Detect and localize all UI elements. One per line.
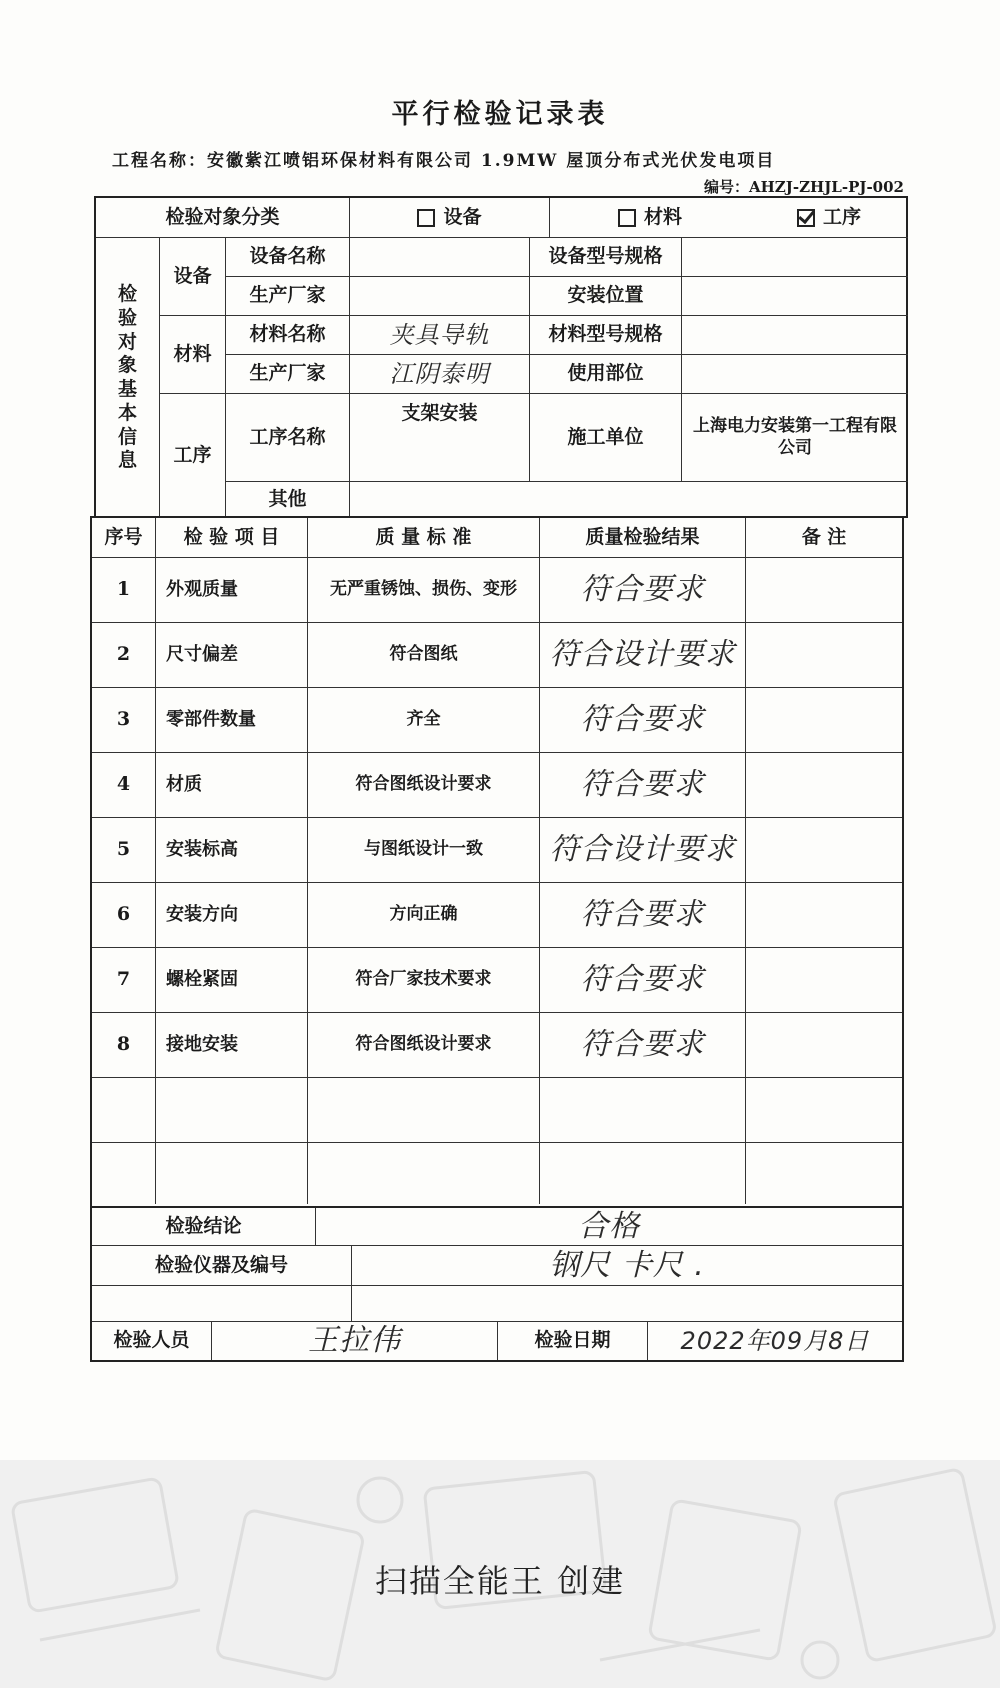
item-no-cell: [92, 753, 156, 818]
item-no-text: 2: [116, 643, 131, 666]
equipment-name-label: 设备名称: [226, 238, 350, 277]
item-standard-cell: [308, 688, 540, 753]
items-header-item: 检 验 项 目: [156, 518, 308, 558]
item-item-cell: [156, 558, 308, 623]
item-item-text: 尺寸偏差: [166, 643, 238, 665]
equipment-model-label: 设备型号规格: [530, 238, 682, 277]
item-no-text: 4: [116, 773, 131, 796]
equipment-maker-label: 生产厂家: [226, 277, 350, 316]
item-standard-cell: [308, 818, 540, 883]
item-no-cell: [92, 818, 156, 883]
item-standard-text: 符合图纸: [389, 644, 458, 665]
items-header-note: 备 注: [746, 518, 902, 558]
conclusion-label: 检验结论: [92, 1208, 316, 1246]
item-standard-text: 符合图纸设计要求: [355, 774, 492, 795]
equipment-name-value: [350, 238, 530, 277]
item-standard-cell: [308, 948, 540, 1013]
item-result-cell: [540, 948, 746, 1013]
item-note-cell: [746, 688, 902, 753]
item-result-text: 符合要求: [580, 897, 705, 933]
item-standard-cell: [308, 883, 540, 948]
item-item-cell: [156, 883, 308, 948]
item-standard-cell: [308, 1013, 540, 1078]
material-model-value: [682, 316, 908, 355]
item-item-text: 材质: [166, 773, 202, 795]
item-result-text: 符合要求: [580, 962, 705, 998]
material-group-label: 材料: [160, 316, 226, 394]
watermark-text: 扫描全能王 创建: [374, 1562, 626, 1600]
form-title: 平行检验记录表: [391, 99, 609, 130]
blank-row-value: [352, 1286, 902, 1322]
item-no-text: 1: [116, 578, 131, 601]
item-standard-cell: [308, 558, 540, 623]
document-number: 编号：AHZJ-ZHJL-PJ-002: [704, 178, 904, 196]
item-item-text: 零部件数量: [166, 708, 256, 730]
conclusion-value: 合格: [316, 1208, 902, 1246]
item-item-cell: [156, 623, 308, 688]
item-result-text: 符合要求: [580, 702, 705, 738]
date-label: 检验日期: [498, 1322, 648, 1360]
item-result-cell: [540, 1143, 746, 1204]
item-item-text: 接地安装: [166, 1033, 238, 1055]
item-item-cell: [156, 1143, 308, 1204]
equipment-maker-value: [350, 277, 530, 316]
item-standard-cell: [308, 753, 540, 818]
process-name-label: 工序名称: [226, 394, 350, 482]
item-standard-cell: [308, 623, 540, 688]
item-note-cell: [746, 753, 902, 818]
item-note-cell: [746, 558, 902, 623]
basic-info-table: [94, 196, 908, 518]
equipment-group-label: 设备: [160, 238, 226, 316]
item-standard-text: 符合图纸设计要求: [355, 1034, 492, 1055]
item-result-text: 符合要求: [580, 767, 705, 803]
material-maker-value: 江阴泰明: [350, 355, 530, 394]
item-item-cell: [156, 1013, 308, 1078]
item-item-text: 安装方向: [166, 903, 238, 925]
item-result-cell: [540, 558, 746, 623]
item-standard-text: 齐全: [406, 709, 441, 730]
item-item-text: 安装标高: [166, 838, 238, 860]
item-note-cell: [746, 1013, 902, 1078]
material-model-label: 材料型号规格: [530, 316, 682, 355]
material-use-value: [682, 355, 908, 394]
item-no-text: 7: [116, 968, 131, 991]
material-name-label: 材料名称: [226, 316, 350, 355]
checkbox-material-icon: [618, 209, 636, 227]
basic-info-section-label: 检验对象基本信息: [96, 238, 160, 518]
item-note-cell: [746, 948, 902, 1013]
item-no-text: 5: [116, 838, 131, 861]
item-result-text: 符合要求: [580, 572, 705, 608]
instruments-label: 检验仪器及编号: [92, 1246, 352, 1286]
item-standard-cell: [308, 1078, 540, 1143]
item-result-text: 符合设计要求: [549, 832, 736, 868]
item-no-text: 6: [116, 903, 131, 926]
material-name-value: 夹具导轨: [350, 316, 530, 355]
items-header-result: 质量检验结果: [540, 518, 746, 558]
item-no-text: 3: [116, 708, 131, 731]
item-no-cell: [92, 948, 156, 1013]
item-result-cell: [540, 818, 746, 883]
item-standard-text: 无严重锈蚀、损伤、变形: [330, 579, 517, 600]
items-header-no: 序号: [92, 518, 156, 558]
checkbox-equipment-icon: [417, 209, 435, 227]
instruments-value: 钢尺 卡尺 .: [352, 1246, 902, 1286]
inspection-items-table: [90, 516, 904, 1208]
item-note-cell: [746, 1143, 902, 1204]
conclusion-table: [90, 1206, 904, 1362]
item-item-text: 外观质量: [166, 578, 238, 600]
item-no-cell: [92, 883, 156, 948]
item-no-cell: [92, 688, 156, 753]
item-result-cell: [540, 753, 746, 818]
item-no-cell: [92, 623, 156, 688]
item-item-cell: [156, 1078, 308, 1143]
item-item-cell: [156, 753, 308, 818]
item-result-cell: [540, 883, 746, 948]
other-value: [350, 482, 908, 518]
equipment-model-value: [682, 238, 908, 277]
item-note-cell: [746, 818, 902, 883]
item-note-cell: [746, 623, 902, 688]
item-no-cell: [92, 1013, 156, 1078]
item-item-text: 螺栓紧固: [166, 968, 238, 990]
item-result-text: 符合设计要求: [549, 637, 736, 673]
checkbox-process-checked-icon: [797, 209, 815, 227]
item-item-cell: [156, 818, 308, 883]
item-result-text: 符合要求: [580, 1027, 705, 1063]
process-name-value: 支架安装: [350, 394, 530, 482]
item-item-cell: [156, 948, 308, 1013]
item-result-cell: [540, 688, 746, 753]
item-no-text: 8: [116, 1033, 131, 1056]
item-standard-text: 符合厂家技术要求: [355, 969, 492, 990]
category-option-equipment: 设备: [350, 198, 550, 238]
item-no-cell: [92, 1078, 156, 1143]
equipment-location-label: 安装位置: [530, 277, 682, 316]
item-result-cell: [540, 1013, 746, 1078]
item-result-cell: [540, 623, 746, 688]
inspector-label: 检验人员: [92, 1322, 212, 1360]
items-header-standard: 质 量 标 准: [308, 518, 540, 558]
blank-row: [92, 1286, 352, 1322]
inspector-signature: 王拉伟: [212, 1322, 498, 1360]
category-label: 检验对象分类: [96, 198, 350, 238]
material-use-label: 使用部位: [530, 355, 682, 394]
item-standard-text: 方向正确: [389, 904, 458, 925]
category-option-material: 材料: [550, 198, 750, 238]
process-unit-label: 施工单位: [530, 394, 682, 482]
other-label: 其他: [226, 482, 350, 518]
item-result-cell: [540, 1078, 746, 1143]
item-standard-text: 与图纸设计一致: [364, 839, 483, 860]
item-standard-cell: [308, 1143, 540, 1204]
project-name: 工程名称：安徽紫江喷铝环保材料有限公司 1.9MW 屋顶分布式光伏发电项目: [112, 151, 776, 171]
process-unit-value: 上海电力安装第一工程有限公司: [682, 394, 908, 482]
item-item-cell: [156, 688, 308, 753]
item-no-cell: [92, 1143, 156, 1204]
category-option-process: 工序: [750, 198, 908, 238]
material-maker-label: 生产厂家: [226, 355, 350, 394]
item-note-cell: [746, 883, 902, 948]
item-note-cell: [746, 1078, 902, 1143]
process-group-label: 工序: [160, 394, 226, 518]
equipment-location-value: [682, 277, 908, 316]
item-no-cell: [92, 558, 156, 623]
date-value: 2022年09月8日: [680, 1327, 870, 1355]
